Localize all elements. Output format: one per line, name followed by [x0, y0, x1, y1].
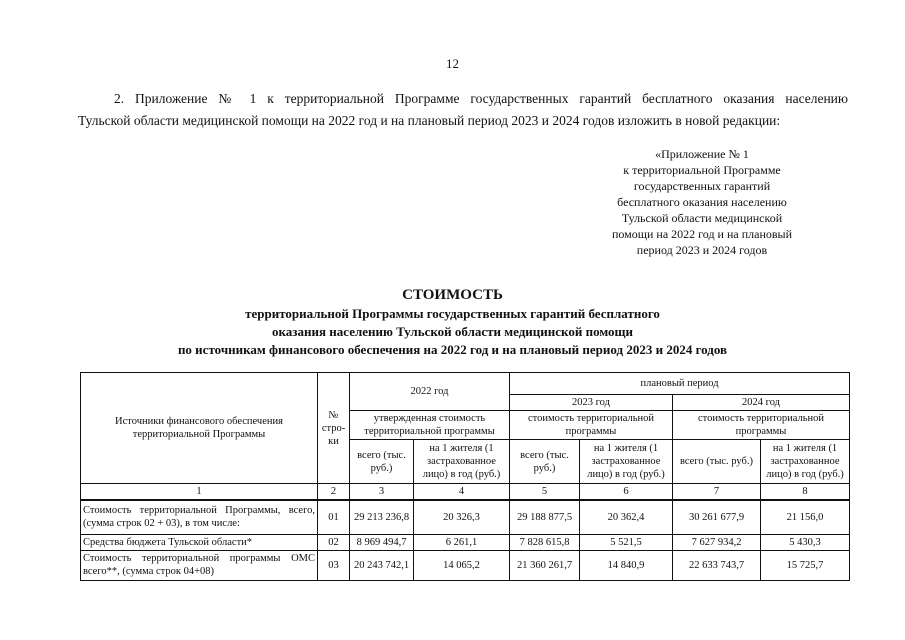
cell-value: 15 725,7: [761, 550, 850, 580]
col-number: 5: [510, 484, 580, 501]
row-no: 01: [318, 500, 350, 534]
cell-value: 29 188 877,5: [510, 500, 580, 534]
header-planned-period: плановый период: [510, 373, 850, 395]
page-number: 12: [446, 56, 459, 71]
header-total: всего (тыс. руб.): [350, 440, 414, 484]
cell-value: 14 840,9: [580, 550, 673, 580]
header-total: всего (тыс. руб.): [510, 440, 580, 484]
cell-value: 21 156,0: [761, 500, 850, 534]
cost-table: [80, 372, 850, 581]
subtitle-line: оказания населению Тульской области медицинской помощи: [272, 324, 633, 339]
cell-value: 14 065,2: [414, 550, 510, 580]
row-label: Средства бюджета Тульской области*: [81, 534, 318, 550]
appendix-line: Тульской области медицинской: [621, 211, 783, 225]
row-label: Стоимость территориальной Программы, всего, (сумма строк 02 + 03), в том числе:: [81, 500, 318, 534]
cell-value: 7 627 934,2: [673, 534, 761, 550]
col-number: 7: [673, 484, 761, 501]
document-subtitle: [0, 305, 905, 359]
header-per-resident: на 1 жителя (1 застрахованное лицо) в год (руб.): [414, 440, 510, 484]
appendix-line: к территориальной Программе: [623, 163, 781, 177]
cell-value: 29 213 236,8: [350, 500, 414, 534]
col-number: 4: [414, 484, 510, 501]
header-approved-cost: утвержденная стоимость территориальной программы: [350, 411, 510, 440]
cell-value: 5 521,5: [580, 534, 673, 550]
row-label: Стоимость территориальной программы ОМС всего**, (сумма строк 04+08): [81, 550, 318, 580]
header-year-2023: 2023 год: [510, 395, 673, 411]
appendix-block: [582, 146, 822, 258]
header-per-resident: на 1 жителя (1 застрахованное лицо) в год (руб.): [761, 440, 850, 484]
intro-line-2: Тульской области медицинской помощи на 2022 год и на плановый период 2023 и 2024 годов изложить в новой редакции:: [78, 113, 781, 128]
col-number: 6: [580, 484, 673, 501]
cell-value: 6 261,1: [414, 534, 510, 550]
document-title: СТОИМОСТЬ: [402, 287, 503, 303]
intro-paragraph: [78, 88, 848, 132]
table-row: [81, 500, 850, 534]
header-year-2022: 2022 год: [350, 373, 510, 411]
table-row: [81, 550, 850, 580]
row-no: 02: [318, 534, 350, 550]
cell-value: 5 430,3: [761, 534, 850, 550]
appendix-line: помощи на 2022 год и на плановый: [611, 227, 793, 241]
col-number: 2: [318, 484, 350, 501]
cell-value: 20 243 742,1: [350, 550, 414, 580]
subtitle-line: по источникам финансового обеспечения на 2022 год и на плановый период 2023 и 2024 годов: [177, 342, 728, 357]
header-source: Источники финансового обеспечения территориальной Программы: [81, 373, 318, 484]
col-number: 1: [81, 484, 318, 501]
row-no: 03: [318, 550, 350, 580]
header-per-resident: на 1 жителя (1 застрахованное лицо) в год (руб.): [580, 440, 673, 484]
cell-value: 20 362,4: [580, 500, 673, 534]
cell-value: 22 633 743,7: [673, 550, 761, 580]
col-number: 3: [350, 484, 414, 501]
subtitle-line: территориальной Программы государственных гарантий бесплатного: [245, 306, 660, 321]
header-year-2024: 2024 год: [673, 395, 850, 411]
header-total: всего (тыс. руб.): [673, 440, 761, 484]
cell-value: 8 969 494,7: [350, 534, 414, 550]
cell-value: 30 261 677,9: [673, 500, 761, 534]
header-cost-2023: стоимость территориальной программы: [510, 411, 673, 440]
intro-line-1: 2. Приложение № 1 к территориальной Программе государственных гарантий бесплатного оказания населению: [114, 91, 848, 106]
cell-value: 7 828 615,8: [510, 534, 580, 550]
appendix-line: «Приложение № 1: [655, 147, 749, 161]
table-row: [81, 534, 850, 550]
appendix-line: государственных гарантий: [633, 179, 771, 193]
header-cost-2024: стоимость территориальной программы: [673, 411, 850, 440]
col-number: 8: [761, 484, 850, 501]
appendix-line: бесплатного оказания населению: [617, 195, 787, 209]
appendix-line: период 2023 и 2024 годов: [636, 243, 768, 257]
cell-value: 21 360 261,7: [510, 550, 580, 580]
header-row-no: № стро-ки: [318, 373, 350, 484]
cell-value: 20 326,3: [414, 500, 510, 534]
